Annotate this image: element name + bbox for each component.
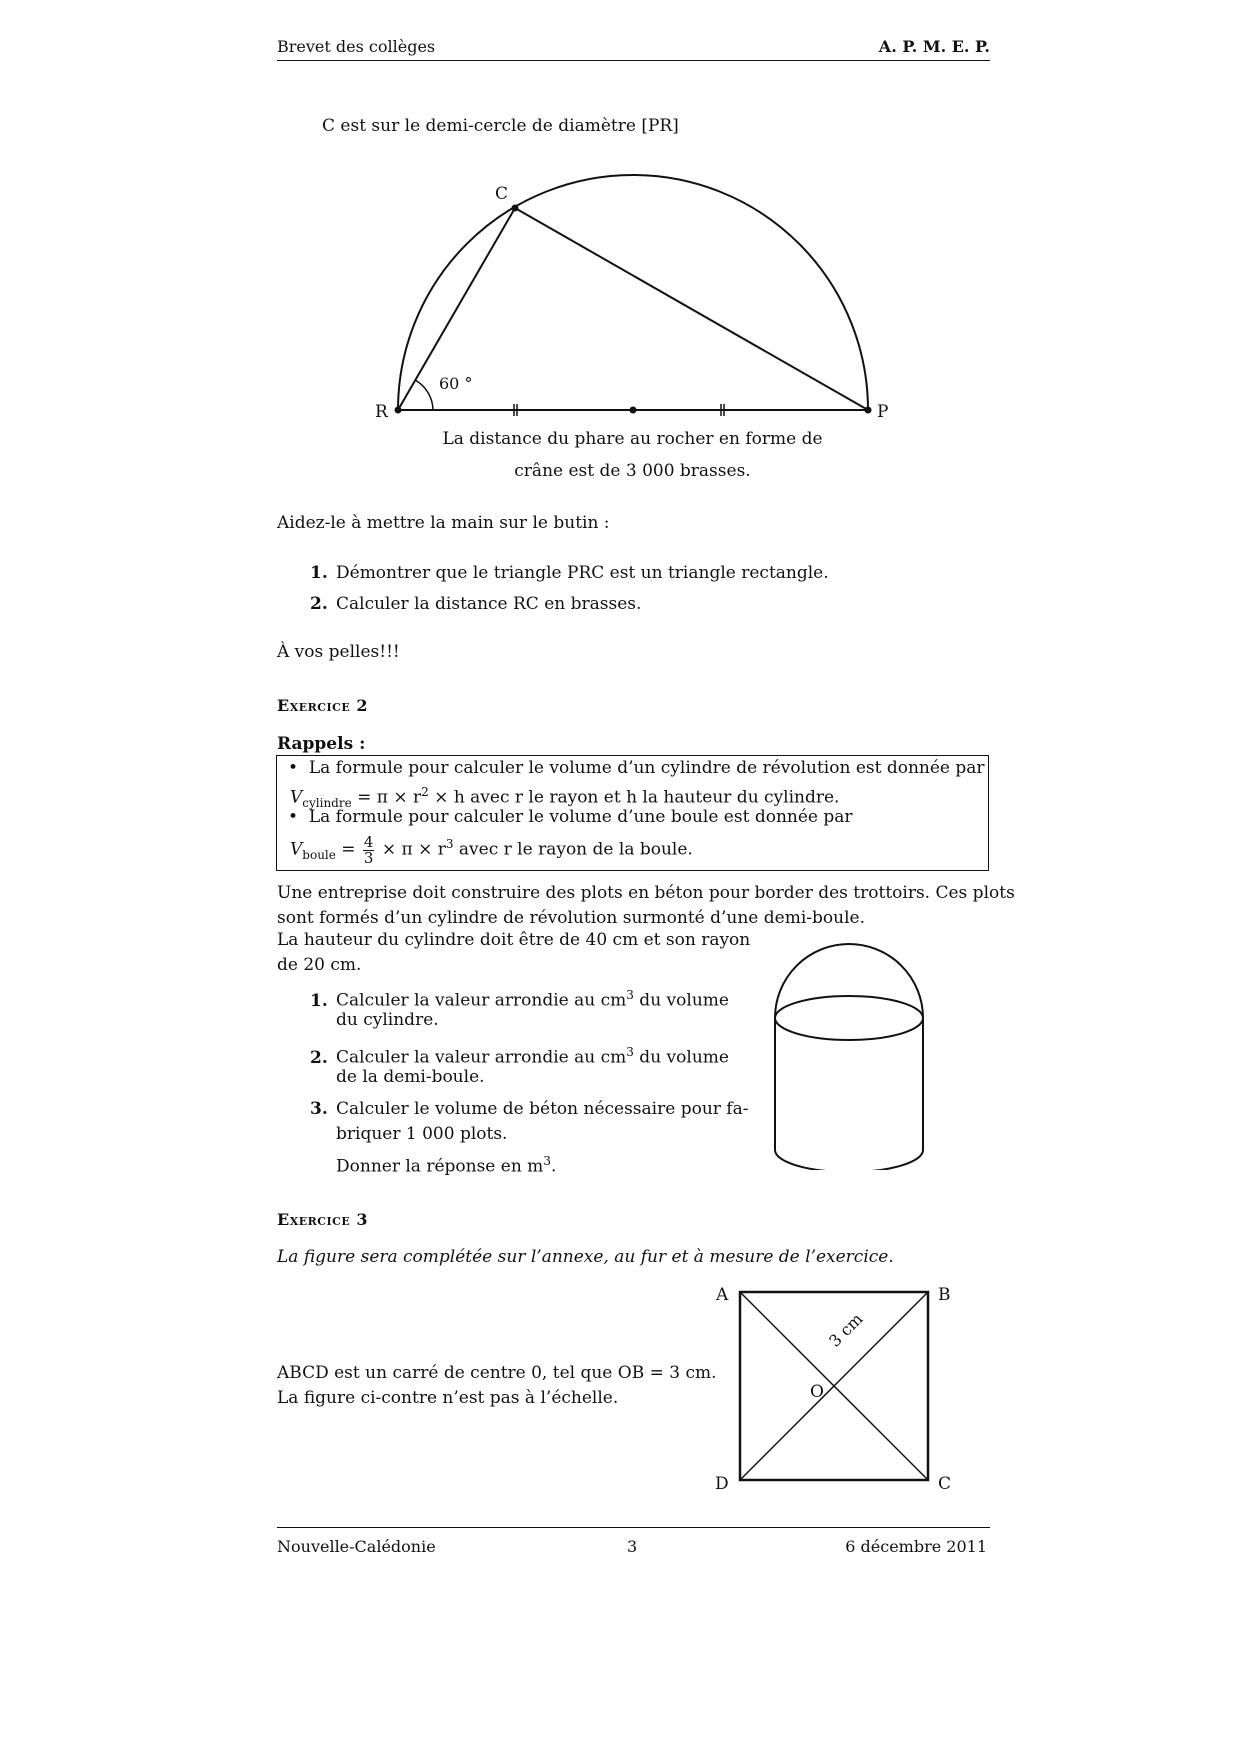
label-c: C	[495, 184, 509, 204]
footer-right: 6 décembre 2011	[845, 1537, 987, 1556]
ex1-aidez: Aidez-le à mettre la main sur le butin :	[277, 513, 610, 533]
rappel-1: • La formule pour calculer le volume d’un cylindre de révolution est donnée par	[288, 758, 985, 778]
ex1-q2: 2. Calculer la distance RC en brasses.	[310, 594, 642, 614]
ex2-q1: 1. Calculer la valeur arrondie au $cm^3$ du volume	[310, 988, 729, 1011]
ex2-q3: 3. Calculer le volume de béton nécessaire pour fa-	[310, 1099, 749, 1119]
point-center	[630, 407, 637, 414]
ex3-t1: ABCD est un carré de centre 0, tel que OB = 3 cm.	[277, 1363, 717, 1383]
header-rule	[277, 60, 990, 61]
label-p: P	[877, 402, 889, 422]
rappel-1-formula: $V_{cylindre} = \pi \times r^2 \times h$ avec r le rayon et h la hauteur du cylindre.	[290, 785, 840, 811]
ex1-q1: 1. Démontrer que le triangle PRC est un triangle rectangle.	[310, 563, 829, 583]
label-a: A	[716, 1285, 729, 1305]
rappel-2: • La formule pour calculer le volume d’une boule est donnée par	[288, 807, 853, 827]
ex2-q3-cont: briquer 1 000 plots.	[336, 1124, 508, 1144]
rappels-label: Rappels :	[277, 734, 366, 754]
ex2-title: Exercice 2	[277, 696, 368, 715]
footer-rule	[277, 1527, 990, 1528]
caption-line1: La distance du phare au rocher en forme de	[442, 429, 823, 449]
square-figure	[735, 1287, 935, 1487]
point-p	[865, 407, 872, 414]
label-angle: 60 °	[439, 374, 473, 393]
ex1-intro: C est sur le demi-cercle de diamètre [PR]	[322, 116, 679, 136]
point-c	[512, 205, 519, 212]
ex3-t2: La figure ci-contre n’est pas à l’échelle.	[277, 1388, 619, 1408]
segment-cp	[515, 208, 868, 410]
label-3cm: 3 cm	[825, 1309, 867, 1351]
footer-left: Nouvelle-Calédonie	[277, 1537, 436, 1556]
ex2-p3: La hauteur du cylindre doit être de 40 cm et son rayon	[277, 930, 751, 950]
header-right: A. P. M. E. P.	[878, 37, 990, 56]
ex2-q3-units: Donner la réponse en $m^3$.	[336, 1154, 557, 1177]
label-d: D	[715, 1474, 729, 1494]
plot-figure	[770, 940, 930, 1170]
ex2-p4: de 20 cm.	[277, 955, 362, 975]
angle-arc	[415, 380, 433, 410]
cylinder-bottom	[775, 1150, 923, 1170]
cylinder-top	[775, 996, 923, 1040]
point-r	[395, 407, 402, 414]
ex2-p1: Une entreprise doit construire des plots en béton pour border des trottoirs. Ces plots	[277, 883, 1015, 903]
ex3-title: Exercice 3	[277, 1210, 368, 1229]
ex3-instruction: La figure sera complétée sur l’annexe, au fur et à mesure de l’exercice.	[277, 1247, 894, 1267]
caption-line2: crâne est de 3 000 brasses.	[514, 461, 751, 481]
rappel-2-formula: $V_{boule}$ = $\frac{4}{3}$ × $\pi \times r^3$ avec r le rayon de la boule.	[290, 832, 693, 867]
label-b: B	[938, 1285, 951, 1305]
label-r: R	[375, 402, 388, 422]
ex2-q1-cont: du cylindre.	[336, 1010, 439, 1030]
ex2-p2: sont formés d’un cylindre de révolution surmonté d’une demi-boule.	[277, 908, 865, 928]
label-c-square: C	[938, 1474, 952, 1494]
ex2-q2-cont: de la demi-boule.	[336, 1067, 485, 1087]
ex1-pelles: À vos pelles!!!	[277, 642, 400, 662]
demi-boule	[775, 944, 923, 1018]
footer-page: 3	[627, 1537, 638, 1556]
ex2-q2: 2. Calculer la valeur arrondie au $cm^3$ du volume	[310, 1045, 729, 1068]
header-left: Brevet des collèges	[277, 37, 436, 56]
label-o: O	[810, 1382, 824, 1402]
